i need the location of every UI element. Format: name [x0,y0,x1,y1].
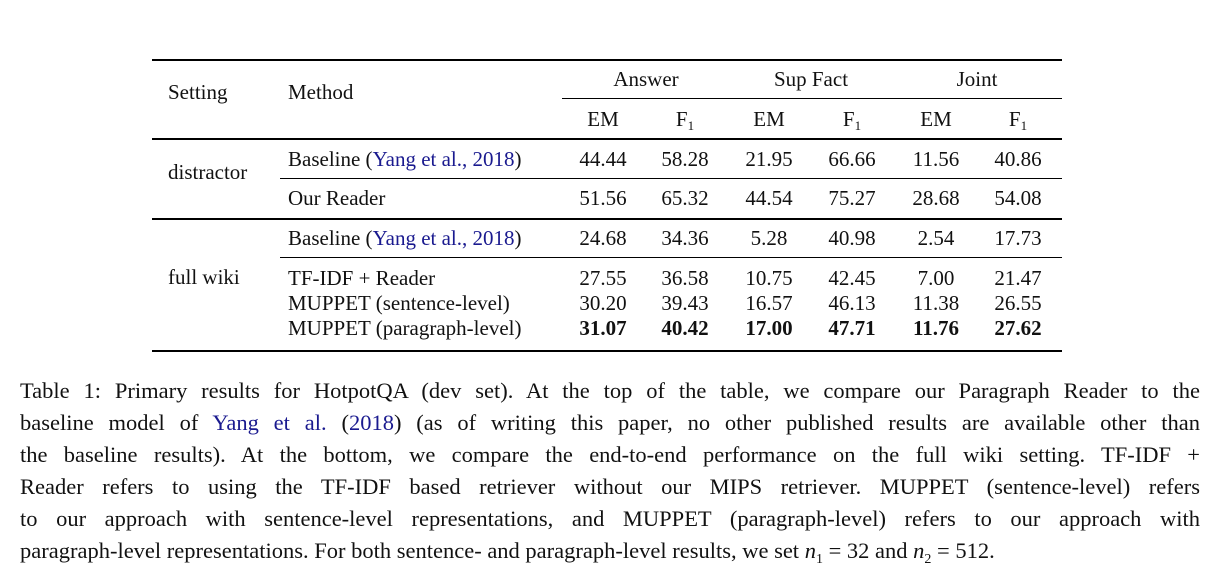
value-cell: 2.54 [917,226,955,250]
value-cell: 40.98 [828,226,876,250]
header-sup-fact: Sup Fact [773,67,849,91]
value-cell: 27.55 [579,266,627,290]
math-n1: $n_1$ [804,538,823,567]
citation-link[interactable]: Yang et al., 2018 [372,226,515,250]
value-cell: 75.27 [828,186,876,210]
value-cell: 30.20 [579,291,627,315]
value-cell: 36.58 [661,266,709,290]
value-cell: 44.54 [745,186,793,210]
caption-line: baseline model of Yang et al. (2018) (as of writing this paper, no other published results are available other than [20,410,1200,435]
math-n2: $n_2$ [913,538,932,567]
row-rule [280,178,1062,179]
setting-distractor: distractor [168,160,248,184]
value-cell: 17.00 [745,316,793,340]
value-cell: 10.75 [745,266,793,290]
method-cell: Our Reader [288,186,386,210]
table-caption [20,375,1200,571]
method-cell: Baseline (Yang et al., 2018) [288,226,522,250]
method-cell: MUPPET (paragraph-level) [288,316,522,340]
value-cell: 54.08 [994,186,1042,210]
value-cell: 34.36 [661,226,709,250]
caption-line: Table 1: Primary results for HotpotQA (dev set). At the top of the table, we compare our Paragraph Reader to the [20,378,1200,403]
citation-link[interactable]: 2018 [348,410,394,435]
method-cell: Baseline (Yang et al., 2018) [288,147,522,171]
caption-line: Reader refers to using the TF-IDF based retriever without our MIPS retriever. MUPPET (sentence-level) refers [20,474,1200,499]
value-cell: 28.68 [912,186,960,210]
header-method: Method [288,80,354,104]
value-cell: 40.86 [994,147,1042,171]
header-em: EM [753,107,785,131]
value-cell: 5.28 [750,226,788,250]
value-cell: 46.13 [828,291,876,315]
value-cell: 24.68 [579,226,627,250]
value-cell: 26.55 [994,291,1042,315]
header-em: EM [587,107,619,131]
value-cell: 11.56 [912,147,960,171]
method-cell: MUPPET (sentence-level) [288,291,510,315]
header-f1: F1 [842,107,862,133]
value-cell: 47.71 [828,316,876,340]
header-f1: F1 [675,107,695,133]
group-rule [562,98,1062,99]
header-f1: F1 [1008,107,1028,133]
header-em: EM [920,107,952,131]
caption-line: to our approach with sentence-level representations, and MUPPET (paragraph-level) refers to our approach with [20,506,1200,531]
section-rule [152,218,1062,220]
method-cell: TF-IDF + Reader [288,266,436,290]
value-cell: 17.73 [994,226,1042,250]
value-cell: 21.95 [745,147,793,171]
value-cell: 58.28 [661,147,709,171]
setting-full-wiki: full wiki [168,265,240,289]
value-cell: 11.76 [912,316,960,340]
value-cell: 16.57 [745,291,793,315]
citation-link[interactable]: Yang et al., 2018 [372,147,515,171]
header-joint: Joint [956,67,998,91]
value-cell: 11.38 [912,291,960,315]
value-cell: 66.66 [828,147,876,171]
header-setting: Setting [168,80,228,104]
value-cell: 51.56 [579,186,627,210]
value-cell: 7.00 [917,266,955,290]
header-rule [152,138,1062,140]
value-cell: 21.47 [994,266,1042,290]
citation-link[interactable]: Yang et al. [212,410,327,435]
row-rule [280,257,1062,258]
caption-line: the baseline results). At the bottom, we compare the end-to-end performance on the full wiki setting. TF-IDF + [20,442,1200,467]
value-cell: 42.45 [828,266,876,290]
value-cell: 39.43 [661,291,709,315]
value-cell: 31.07 [579,316,627,340]
value-cell: 44.44 [579,147,627,171]
header-answer: Answer [613,67,679,91]
value-cell: 65.32 [661,186,709,210]
caption-line: paragraph-level representations. For both sentence- and paragraph-level results, we set $n_1 = 32$ and $n_2 = 512$. [20,538,995,567]
bottom-rule [152,350,1062,352]
value-cell: 27.62 [994,316,1042,340]
value-cell: 40.42 [661,316,709,340]
top-rule [152,59,1062,61]
